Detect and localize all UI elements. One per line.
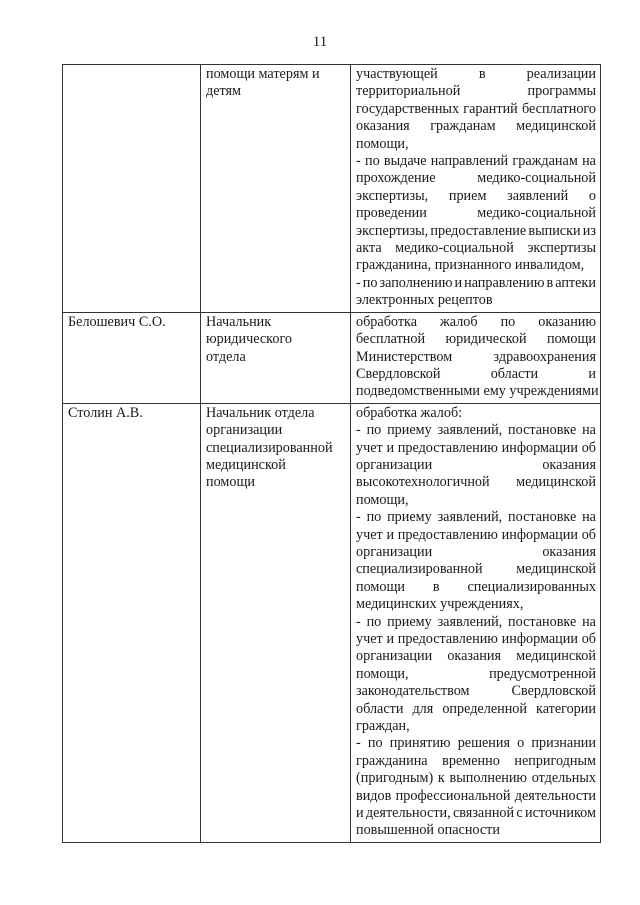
- duty-line: Свердловской области и: [356, 365, 596, 382]
- duty-line: участвующей в реализации: [356, 66, 596, 82]
- duty-line: гражданина, признанного инвалидом,: [356, 257, 585, 274]
- employee-name-cell: [63, 65, 201, 313]
- position-line: специализированной: [206, 439, 333, 456]
- duty-line: Министерством здравоохранения: [356, 348, 596, 365]
- employee-name: Белошевич С.О.: [68, 313, 166, 330]
- duty-line: и деятельности, связанной с источником: [356, 805, 596, 822]
- duty-line: - по заполнению и направлению в аптеки: [356, 274, 596, 291]
- duties-cell: [351, 312, 601, 403]
- duty-line: высокотехнологичной медицинской: [356, 474, 596, 491]
- position-cell: [201, 312, 351, 403]
- duty-line: учет и предоставлению информации об: [356, 526, 596, 543]
- duty-line: законодательством Свердловской: [356, 683, 596, 700]
- duty-line: территориальной программы: [356, 83, 596, 100]
- duty-line: проведении медико-социальной: [356, 205, 596, 222]
- table-body: [63, 65, 601, 843]
- duty-line: обработка жалоб:: [356, 404, 463, 421]
- duty-line: подведомственными ему учреждениями: [356, 383, 599, 400]
- duty-line: гражданина временно непригодным: [356, 752, 596, 769]
- duty-line: повышенной опасности: [356, 822, 500, 839]
- position-line: Начальник: [206, 313, 272, 330]
- duty-line: граждан,: [356, 718, 410, 735]
- table-row: [63, 403, 601, 842]
- position-line: помощи матерям и: [206, 66, 320, 82]
- position-line: организации: [206, 422, 283, 439]
- duty-line: электронных рецептов: [356, 292, 493, 309]
- duty-line: учет и предоставлению информации об: [356, 439, 596, 456]
- employee-name-cell: [63, 403, 201, 842]
- duty-line: специализированной медицинской: [356, 561, 596, 578]
- position-line: помощи: [206, 474, 256, 491]
- position-cell: [201, 65, 351, 313]
- duty-line: обработка жалоб по оказанию: [356, 313, 596, 330]
- duty-line: - по принятию решения о признании: [356, 735, 596, 752]
- duty-line: организации оказания: [356, 543, 596, 560]
- table-row: [63, 65, 601, 313]
- duty-line: прохождение медико-социальной: [356, 170, 596, 187]
- duty-line: видов профессиональной деятельности: [356, 787, 596, 804]
- position-line: отдела: [206, 348, 246, 365]
- position-line: детям: [206, 83, 242, 100]
- duty-line: помощи,: [356, 135, 409, 152]
- duty-line: медицинских учреждениях,: [356, 596, 524, 613]
- duty-line: оказания гражданам медицинской: [356, 118, 596, 135]
- duty-line: экспертизы, предоставление выписки из: [356, 222, 596, 239]
- duties-cell: [351, 65, 601, 313]
- duty-line: государственных гарантий бесплатного: [356, 100, 596, 117]
- duty-line: бесплатной юридической помощи: [356, 331, 596, 348]
- duty-line: организации оказания медицинской: [356, 648, 596, 665]
- duty-line: экспертизы, прием заявлений о: [356, 187, 596, 204]
- page-number: 11: [312, 34, 328, 50]
- duty-line: помощи, предусмотренной: [356, 665, 596, 682]
- employee-name: Столин А.В.: [68, 404, 143, 421]
- duty-line: - по приему заявлений, постановке на: [356, 422, 596, 439]
- position-cell: [201, 403, 351, 842]
- position-line: медицинской: [206, 456, 286, 473]
- duty-line: - по выдаче направлений гражданам на: [356, 153, 596, 170]
- duty-line: (пригодным) к выполнению отдельных: [356, 770, 596, 787]
- employee-name-cell: [63, 312, 201, 403]
- duties-cell: [351, 403, 601, 842]
- duty-line: - по приему заявлений, постановке на: [356, 613, 596, 630]
- duty-line: - по приему заявлений, постановке на: [356, 509, 596, 526]
- duty-line: акта медико-социальной экспертизы: [356, 240, 596, 257]
- duty-line: помощи в специализированных: [356, 578, 596, 595]
- table-row: [63, 312, 601, 403]
- position-line: Начальник отдела: [206, 404, 315, 421]
- responsibility-table: [62, 64, 601, 843]
- position-line: юридического: [206, 331, 293, 348]
- duty-line: организации оказания: [356, 456, 596, 473]
- duty-line: учет и предоставлению информации об: [356, 631, 596, 647]
- duty-line: области для определенной категории: [356, 700, 596, 717]
- duty-line: помощи,: [356, 491, 409, 508]
